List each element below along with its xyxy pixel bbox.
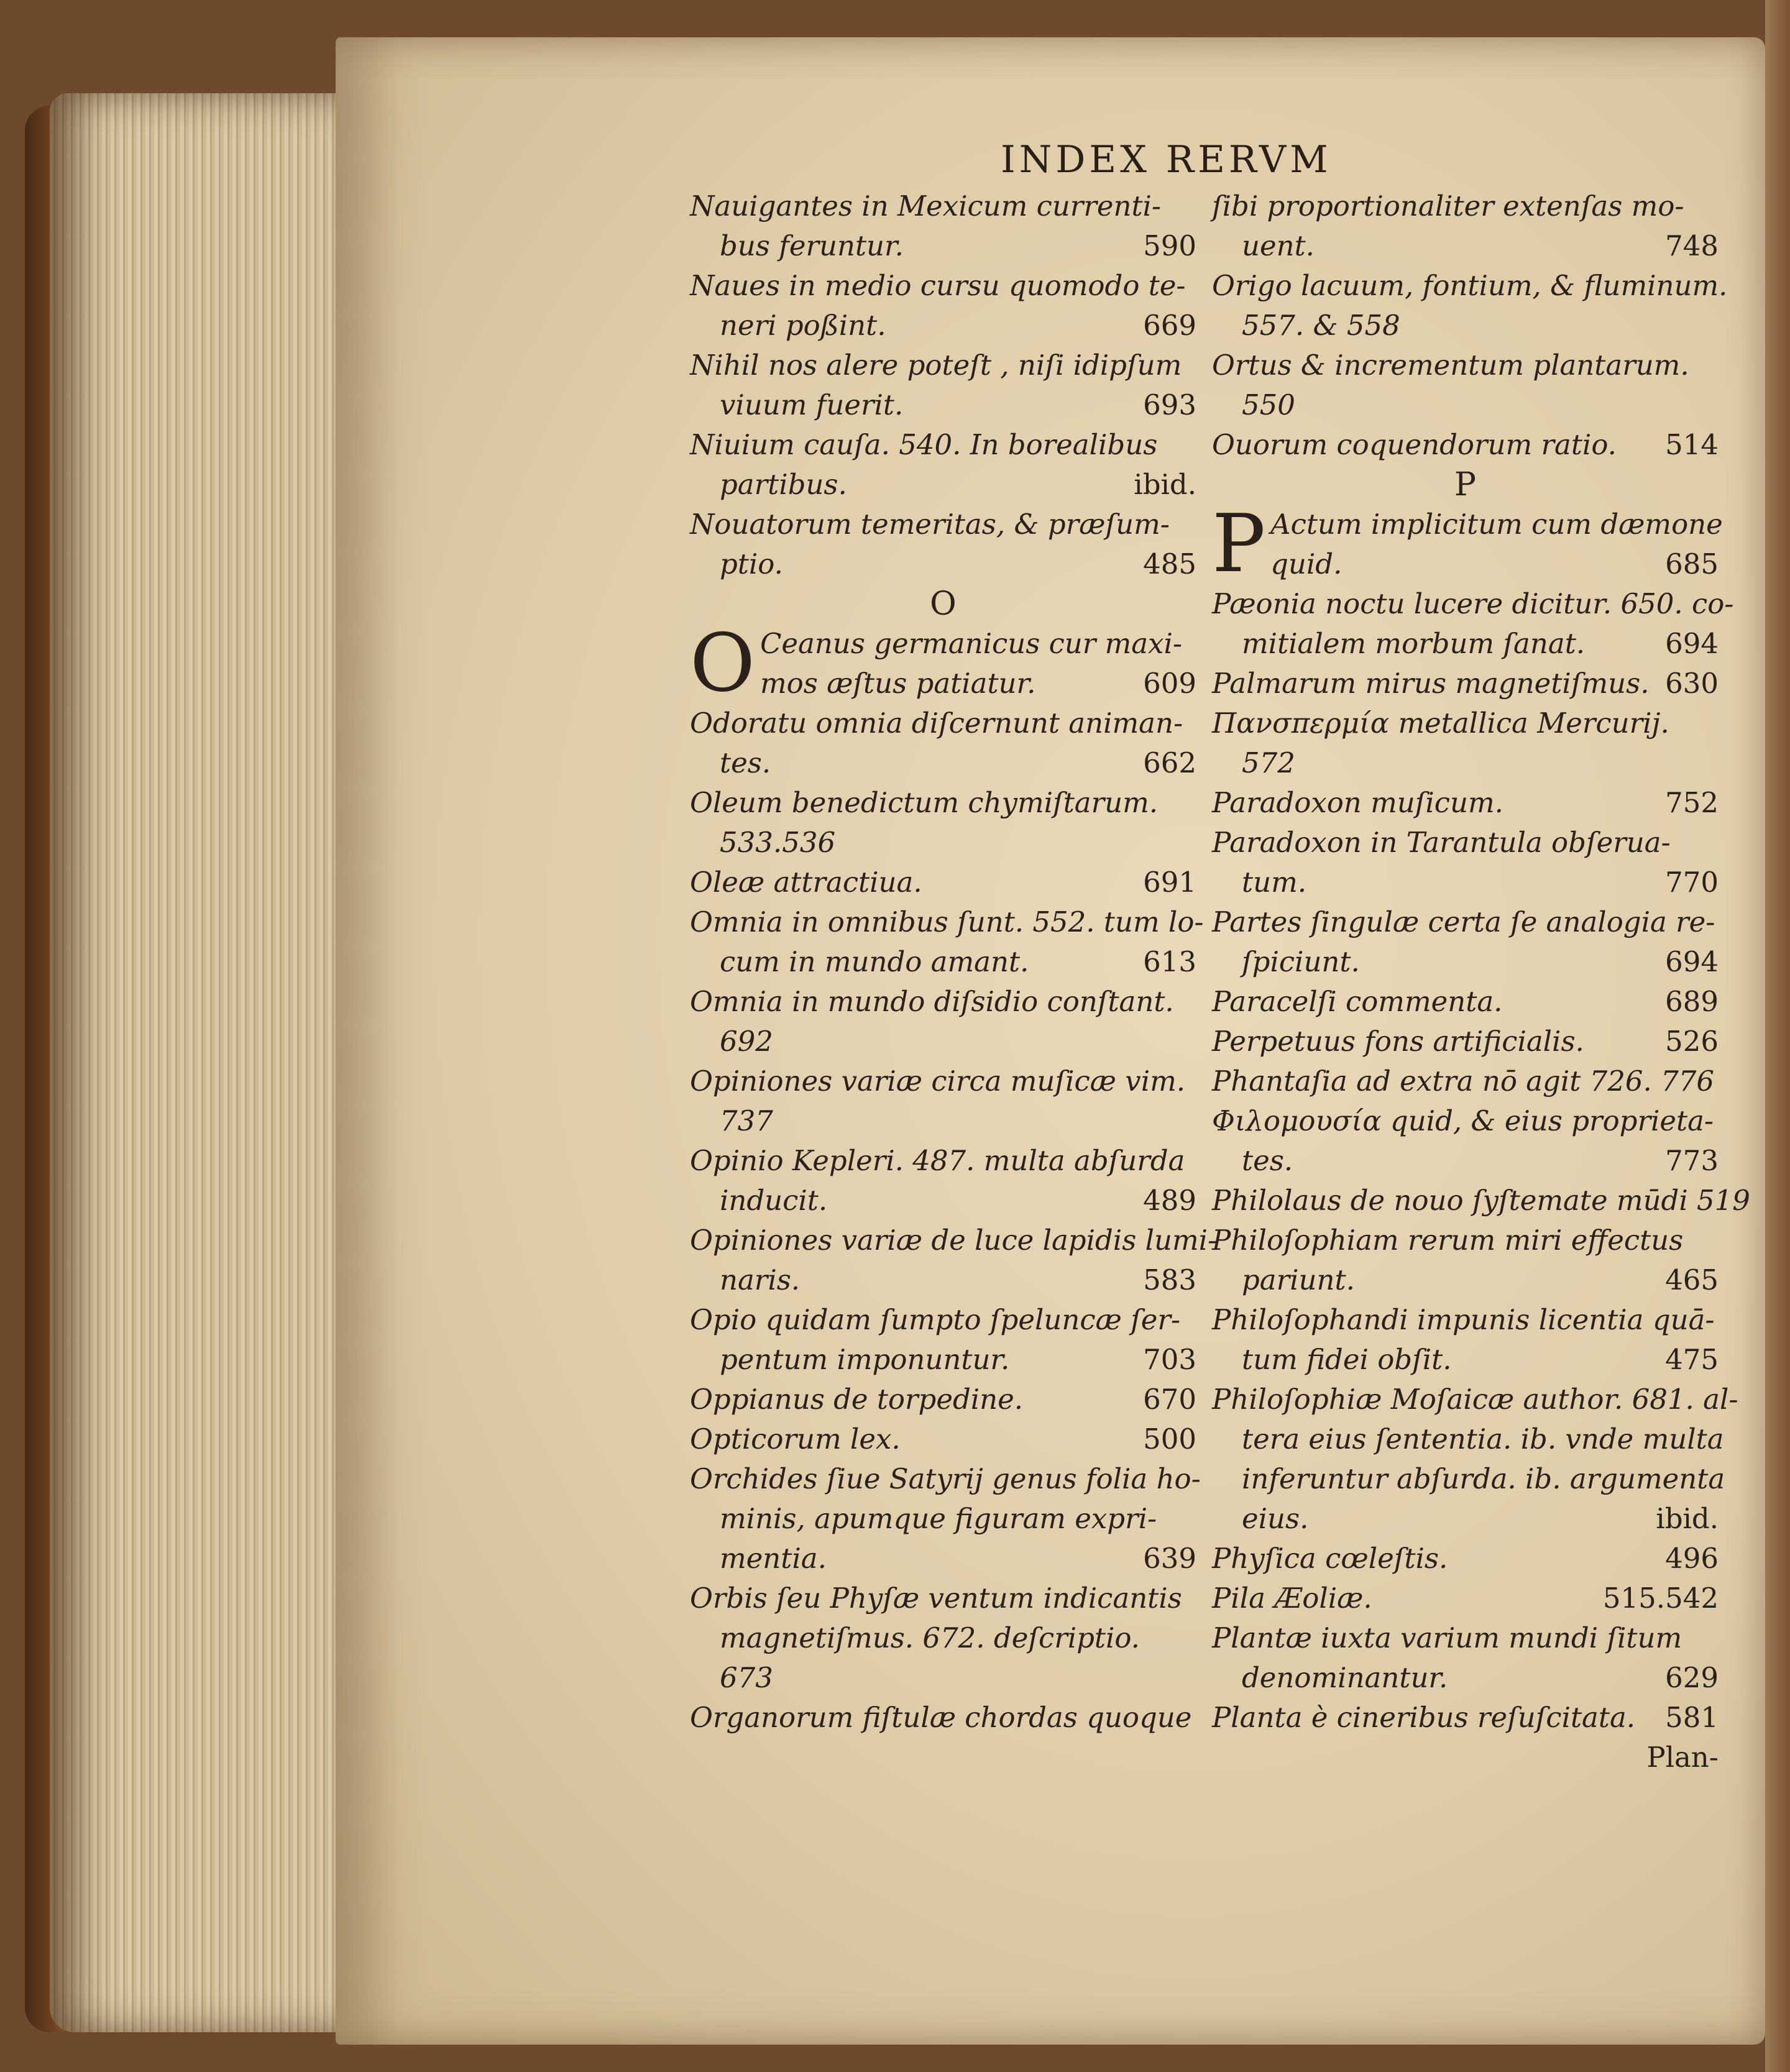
- entry-text: Nouatorum temeritas, & præſum-: [690, 508, 1170, 541]
- entry-line: [1212, 1181, 1750, 1221]
- entry-line: [690, 1340, 1196, 1380]
- entry-line: [690, 1658, 1196, 1698]
- entry-text: Philolaus de nouo ſyſtemate mūdi 519: [1212, 1184, 1750, 1217]
- index-entry: [1212, 186, 1719, 266]
- index-entry: [690, 1380, 1196, 1419]
- entry-line: [1212, 1618, 1719, 1658]
- entry-text: Pila Æoliæ.: [1212, 1582, 1372, 1615]
- entry-text: ſpiciunt.: [1242, 945, 1360, 978]
- index-entry: [1212, 823, 1719, 902]
- index-entry: [1212, 498, 1723, 590]
- entry-line: [690, 942, 1196, 982]
- drop-cap: P: [1212, 498, 1266, 590]
- entry-text: mos æſtus patiatur.: [760, 667, 1036, 700]
- entry-line: [1212, 1579, 1719, 1618]
- entry-line: [1212, 1499, 1719, 1539]
- entry-text: Phantaſia ad extra nō agit 726. 776: [1212, 1065, 1715, 1098]
- index-entry: [690, 863, 1196, 902]
- index-entry: [1212, 346, 1719, 425]
- entry-text: naris.: [720, 1263, 801, 1296]
- entry-text: Philoſophiam rerum miri effectus: [1212, 1224, 1684, 1257]
- index-entry: [1212, 1101, 1719, 1181]
- entry-line: [1212, 1300, 1719, 1340]
- entry-text: Planta è cineribus reſuſcitata.: [1212, 1701, 1636, 1734]
- index-entry: [1212, 982, 1719, 1022]
- entry-text: mentia.: [720, 1542, 827, 1575]
- entry-text: Opticorum lex.: [690, 1423, 901, 1455]
- page-ref: 639: [1143, 1542, 1196, 1575]
- entry-text: bus feruntur.: [720, 229, 904, 262]
- entry-text: Opiniones variæ de luce lapidis lumi-: [690, 1224, 1218, 1257]
- entry-text: Omnia in omnibus ſunt. 552. tum lo-: [690, 905, 1204, 938]
- entry-text: Πανσπερμία metallica Mercurij.: [1212, 707, 1669, 740]
- entry-text: Actum implicitum cum dæmone: [1270, 508, 1723, 541]
- entry-line: [690, 1419, 1196, 1459]
- entry-line: [1212, 1141, 1719, 1181]
- entry-text: inducit.: [720, 1184, 828, 1217]
- entry-line: [1212, 266, 1728, 306]
- index-entry: [690, 704, 1196, 783]
- entry-text: Oppianus de torpedine.: [690, 1383, 1024, 1416]
- entry-line: [1212, 1419, 1724, 1459]
- entry-text: quid.: [1270, 548, 1342, 580]
- page-ref: 613: [1143, 945, 1196, 978]
- entry-text: Odoratu omnia diſcernunt animan-: [690, 707, 1183, 740]
- entry-line: [1212, 664, 1719, 704]
- entry-text: minis, apumque figuram expri-: [720, 1502, 1157, 1535]
- entry-line: [690, 1141, 1196, 1181]
- entry-line: [1212, 1340, 1719, 1380]
- page-ref: 515.542: [1602, 1582, 1719, 1615]
- page-ref: 514: [1665, 428, 1719, 461]
- entry-line: [1212, 1101, 1719, 1141]
- entry-text: magnetiſmus. 672. deſcriptio.: [720, 1621, 1140, 1654]
- entry-line: [690, 1539, 1196, 1579]
- entry-line: [1212, 902, 1719, 942]
- index-entry: [1212, 584, 1734, 664]
- entry-text: Oleum benedictum chymiſtarum.: [690, 786, 1159, 819]
- entry-text: tes.: [1242, 1144, 1293, 1177]
- page-ref: 670: [1143, 1383, 1196, 1416]
- entry-line: [690, 1499, 1196, 1539]
- page-ref: 496: [1665, 1542, 1719, 1575]
- index-entry: [690, 1221, 1218, 1300]
- entry-text: Palmarum mirus magnetiſmus.: [1212, 667, 1650, 700]
- page-ref: ibid.: [1134, 468, 1196, 501]
- entry-line: [1212, 1380, 1738, 1419]
- entry-text: Orbis ſeu Phyſæ ventum indicantis: [690, 1582, 1182, 1615]
- index-entry: [690, 1141, 1196, 1221]
- entry-line: [690, 783, 1196, 823]
- entry-line: [1212, 1698, 1719, 1738]
- page-ref: 581: [1665, 1701, 1719, 1734]
- index-entry: [1212, 1061, 1719, 1101]
- page-ref: 590: [1143, 229, 1196, 262]
- entry-line: [1212, 584, 1734, 624]
- entry-text: denominantur.: [1242, 1661, 1448, 1694]
- entry-text: Niuium cauſa. 540. In borealibus: [690, 428, 1158, 461]
- entry-line: [690, 1101, 1196, 1141]
- entry-line: [690, 1221, 1218, 1260]
- entry-text: Plantæ iuxta varium mundi ſitum: [1212, 1621, 1682, 1654]
- page-ref: ibid.: [1656, 1502, 1719, 1535]
- section-letter: O: [930, 585, 957, 623]
- index-entry: [1212, 1022, 1719, 1061]
- entry-text: Paradoxon muſicum.: [1212, 786, 1503, 819]
- entry-line: [1212, 1658, 1719, 1698]
- index-entry: [690, 902, 1204, 982]
- entry-line: [690, 1061, 1196, 1101]
- entry-line: [690, 266, 1196, 306]
- entry-text: tera eius ſententia. ib. vnde multa: [1242, 1423, 1724, 1455]
- index-entry: [1212, 704, 1719, 783]
- entry-line: [690, 1260, 1196, 1300]
- entry-line: [1212, 186, 1719, 226]
- entry-text: Ouorum coquendorum ratio.: [1212, 428, 1617, 461]
- entry-text: tum.: [1242, 866, 1307, 899]
- entry-text: Orchides ſiue Satyrij genus folia ho-: [690, 1462, 1201, 1495]
- entry-line: [1270, 505, 1723, 544]
- entry-line: [690, 863, 1196, 902]
- index-entry: [1212, 1539, 1719, 1579]
- entry-text: Paracelſi commenta.: [1212, 985, 1503, 1018]
- entry-text: mitialem morbum ſanat.: [1242, 627, 1586, 660]
- entry-text: ptio.: [720, 548, 783, 580]
- entry-text: Opio quidam ſumpto ſpeluncæ ſer-: [690, 1303, 1181, 1336]
- entry-text: Omnia in mundo diſsidio conſtant.: [690, 985, 1174, 1018]
- page-ref: 500: [1143, 1423, 1196, 1455]
- entry-text: pariunt.: [1242, 1263, 1355, 1296]
- entry-line: [690, 1459, 1201, 1499]
- index-entry: [1212, 902, 1719, 982]
- entry-text: 557. & 558: [1242, 309, 1400, 342]
- page-ref: 694: [1665, 945, 1719, 978]
- entry-line: [690, 505, 1196, 544]
- entry-line: [690, 704, 1196, 743]
- entry-line: [1212, 823, 1719, 863]
- entry-line: [1212, 1260, 1719, 1300]
- entry-text: Perpetuus fons artificialis.: [1212, 1025, 1584, 1058]
- page-ref: 694: [1665, 627, 1719, 660]
- page-header: INDEX RERVM: [1001, 138, 1332, 181]
- entry-text: Oleæ attractiua.: [690, 866, 922, 899]
- index-entry: [690, 425, 1196, 505]
- entry-line: [690, 1618, 1196, 1658]
- entry-text: tum fidei obſit.: [1242, 1343, 1452, 1376]
- catchword: Plan-: [1646, 1741, 1719, 1774]
- entry-line: [690, 1300, 1196, 1340]
- entry-text: neri poßint.: [720, 309, 886, 342]
- index-entry: [1212, 266, 1728, 346]
- entry-text: 737: [720, 1104, 773, 1137]
- index-entry: [1212, 1579, 1719, 1618]
- index-entry: [690, 346, 1196, 425]
- entry-line: [1212, 942, 1719, 982]
- page-ref: 748: [1665, 229, 1719, 262]
- entry-text: Philoſophiæ Moſaicæ author. 681. al-: [1212, 1383, 1738, 1416]
- entry-text: Φιλομουσία quid, & eius proprieta-: [1212, 1104, 1714, 1137]
- entry-text: 673: [720, 1661, 773, 1694]
- index-entry: [690, 1698, 1196, 1738]
- index-entry: [690, 266, 1196, 346]
- entry-text: 572: [1242, 746, 1295, 779]
- entry-text: Opinio Kepleri. 487. multa abſurda: [690, 1144, 1185, 1177]
- page-ref: 689: [1665, 985, 1719, 1018]
- index-entry: [1212, 1221, 1719, 1300]
- index-entry: [690, 1061, 1196, 1141]
- page-ref: 693: [1143, 388, 1196, 421]
- entry-line: [1212, 863, 1719, 902]
- entry-text: Philoſophandi impunis licentia quā-: [1212, 1303, 1715, 1336]
- entry-text: eius.: [1242, 1502, 1309, 1535]
- entry-text: uent.: [1242, 229, 1315, 262]
- entry-line: [690, 306, 1196, 346]
- entry-text: Pæonia noctu lucere dicitur. 650. co-: [1212, 587, 1734, 620]
- entry-text: tes.: [720, 746, 771, 779]
- index-entry: [690, 1579, 1196, 1698]
- page-ref: 583: [1143, 1263, 1196, 1296]
- entry-line: [1212, 1539, 1719, 1579]
- entry-text: partibus.: [720, 468, 847, 501]
- page-ref: 685: [1665, 548, 1719, 580]
- page-ref: 630: [1665, 667, 1719, 700]
- entry-line: [690, 1698, 1196, 1738]
- entry-line: [690, 1022, 1196, 1061]
- page-ref: 526: [1665, 1025, 1719, 1058]
- page-ref: 773: [1665, 1144, 1719, 1177]
- entry-line: [1212, 783, 1719, 823]
- entry-text: viuum fuerit.: [720, 388, 904, 421]
- page-ref: 629: [1665, 1661, 1719, 1694]
- entry-line: [690, 823, 1196, 863]
- page-ref: 703: [1143, 1343, 1196, 1376]
- index-entry: [690, 1300, 1196, 1380]
- index-entry: [1212, 1698, 1719, 1738]
- entry-text: Origo lacuum, fontium, & fluminum.: [1212, 269, 1728, 302]
- page-ref: 475: [1665, 1343, 1719, 1376]
- entry-line: [1270, 544, 1719, 584]
- entry-line: [690, 1380, 1196, 1419]
- entry-line: [1212, 1221, 1719, 1260]
- entry-line: [690, 226, 1196, 266]
- index-entry: [690, 1419, 1196, 1459]
- index-entry: [690, 186, 1196, 266]
- entry-line: [1212, 982, 1719, 1022]
- page-right-edge: [1765, 0, 1790, 2072]
- entry-text: pentum imponuntur.: [720, 1343, 1010, 1376]
- page-ref: 465: [1665, 1263, 1719, 1296]
- index-entry: [1212, 1618, 1719, 1698]
- page-ref: 489: [1143, 1184, 1196, 1217]
- entry-line: [1212, 346, 1719, 385]
- page-ref: 691: [1143, 866, 1196, 899]
- entry-line: [760, 664, 1196, 704]
- entry-text: Paradoxon in Tarantula obſerua-: [1212, 826, 1671, 859]
- entry-line: [1212, 226, 1719, 266]
- page-ref: 669: [1143, 309, 1196, 342]
- entry-text: Organorum fiſtulæ chordas quoque: [690, 1701, 1192, 1734]
- index-entry: [690, 783, 1196, 863]
- entry-line: [1212, 306, 1719, 346]
- entry-text: Ceanus germanicus cur maxi-: [760, 627, 1183, 660]
- index-entry: [1212, 425, 1719, 465]
- entry-line: [690, 902, 1204, 942]
- entry-line: [690, 544, 1196, 584]
- entry-line: [690, 1579, 1196, 1618]
- entry-text: ſibi proportionaliter extenſas mo-: [1212, 190, 1684, 222]
- page-ref: 609: [1143, 667, 1196, 700]
- page-ref: 770: [1665, 866, 1719, 899]
- entry-line: [690, 465, 1196, 505]
- index-entry: [690, 982, 1196, 1061]
- entry-line: [690, 186, 1196, 226]
- entry-line: [1212, 1061, 1719, 1101]
- entry-line: [690, 743, 1196, 783]
- section-letter: P: [1454, 466, 1476, 503]
- entry-text: Ortus & incrementum plantarum.: [1212, 349, 1689, 382]
- page-edges: [50, 93, 342, 2032]
- entry-text: 692: [720, 1025, 773, 1058]
- entry-line: [1212, 1022, 1719, 1061]
- entry-text: 533.536: [720, 826, 836, 859]
- entry-text: Phyſica cœleſtis.: [1212, 1542, 1448, 1575]
- entry-line: [690, 385, 1196, 425]
- entry-text: Partes ſingulæ certa ſe analogia re-: [1212, 905, 1715, 938]
- index-entry: [1212, 1380, 1738, 1539]
- entry-text: inferuntur abſurda. ib. argumenta: [1242, 1462, 1725, 1495]
- entry-line: [690, 425, 1196, 465]
- index-entry: [690, 505, 1196, 584]
- index-entry: [1212, 1300, 1719, 1380]
- entry-line: [1212, 743, 1719, 783]
- page-ref: 662: [1143, 746, 1196, 779]
- entry-line: [760, 624, 1196, 664]
- entry-line: [1212, 624, 1719, 664]
- entry-line: [690, 982, 1196, 1022]
- entry-line: [1212, 425, 1719, 465]
- entry-text: cum in mundo amant.: [720, 945, 1029, 978]
- entry-text: Opiniones variæ circa muſicæ vim.: [690, 1065, 1186, 1098]
- index-column-right: [1212, 186, 1750, 1777]
- entry-text: 550: [1242, 388, 1295, 421]
- index-entry: [690, 1459, 1201, 1579]
- index-entry: [690, 617, 1196, 710]
- page-ref: 485: [1143, 548, 1196, 580]
- index-column-left: [690, 186, 1218, 1738]
- entry-line: [1212, 385, 1719, 425]
- drop-cap: O: [690, 617, 755, 710]
- entry-text: Nihil nos alere poteſt , niſi idipſum: [690, 349, 1182, 382]
- index-entry: [1212, 783, 1719, 823]
- entry-line: [690, 1181, 1196, 1221]
- entry-line: [1212, 1459, 1725, 1499]
- entry-text: Naues in medio cursu quomodo te-: [690, 269, 1186, 302]
- page-ref: 752: [1665, 786, 1719, 819]
- entry-line: [690, 346, 1196, 385]
- entry-text: Nauigantes in Mexicum currenti-: [690, 190, 1162, 222]
- entry-line: [1212, 704, 1719, 743]
- index-entry: [1212, 1181, 1750, 1221]
- index-entry: [1212, 664, 1719, 704]
